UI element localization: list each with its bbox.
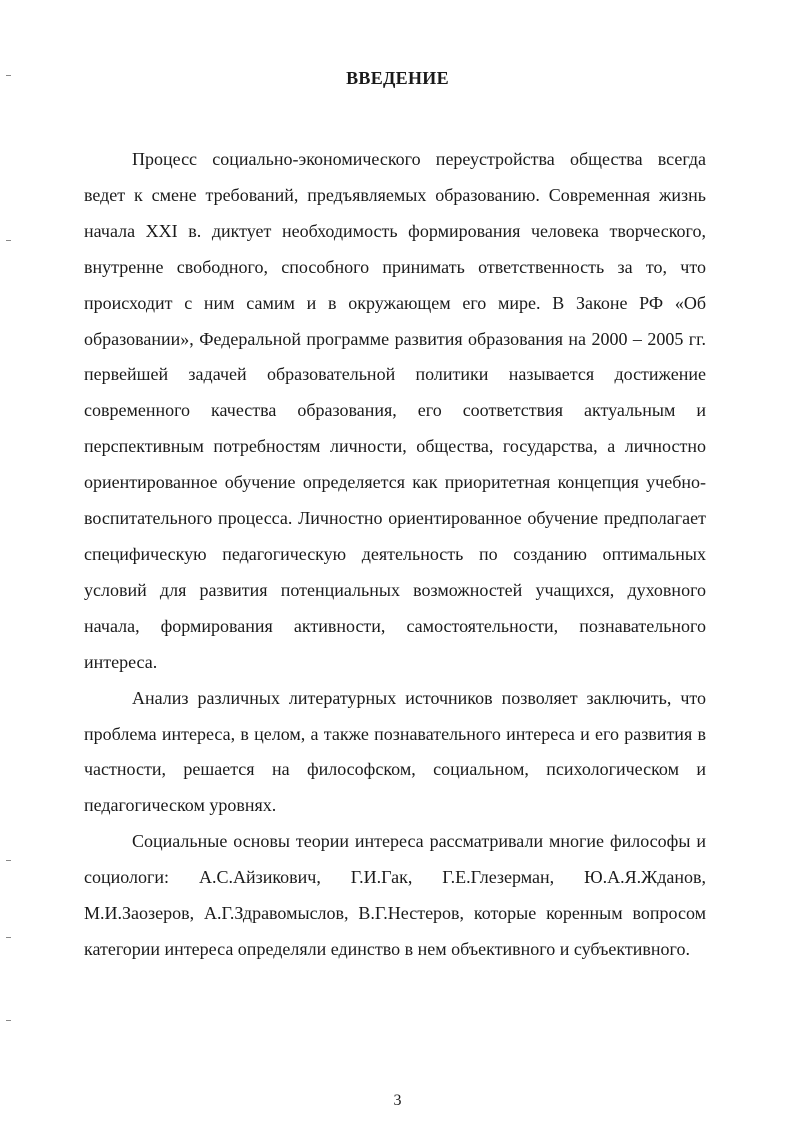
scan-margin-mark: [6, 240, 11, 241]
scan-margin-mark: [6, 937, 11, 938]
paragraph-2: Анализ различных литературных источников позволяет заключить, что проблема интереса, в целом, а также познавательного интереса и его развития в частности, решается на философском, социальном, психологическом и педагогическом уровнях.: [84, 687, 706, 816]
document-body: [84, 142, 706, 968]
page-number: 3: [393, 1092, 402, 1109]
scan-margin-mark: [6, 860, 11, 861]
paragraph-1: Процесс социально-экономического переустройства общества всегда ведет к смене требований, предъявляемых образованию. Современная жизнь начала XXI в. диктует необходимость формирования человека творческого, внутренне свободного, способного принимать ответственность за то, что происходит с ним самим и в окружающем его мире. В Законе РФ «Об образовании», Федеральной программе развития образования на 2000 – 2005 гг. первейшей задачей образовательной политики называется достижение современного качества образования, его соответствия актуальным и перспективным потребностям личности, общества, государства, а личностно ориентированное обучение определяется как приоритетная концепция учебно-воспитательного процесса. Личностно ориентированное обучение предполагает специфическую педагогическую деятельность по созданию оптимальных условий для развития потенциальных возможностей учащихся, духовного начала, формирования активности, самостоятельности, познавательного интереса.: [84, 149, 706, 672]
page-title: ВВЕДЕНИЕ: [346, 68, 449, 88]
paragraph-3: Социальные основы теории интереса рассматривали многие философы и социологи: А.С.Айзикович, Г.И.Гак, Г.Е.Глезерман, Ю.А.Я.Жданов, М.И.Заозеров, А.Г.Здравомыслов, В.Г.Нестеров, которые коренным вопросом категории интереса определяли единство в нем объективного и субъективного.: [84, 831, 706, 959]
scan-margin-mark: [6, 1020, 11, 1021]
